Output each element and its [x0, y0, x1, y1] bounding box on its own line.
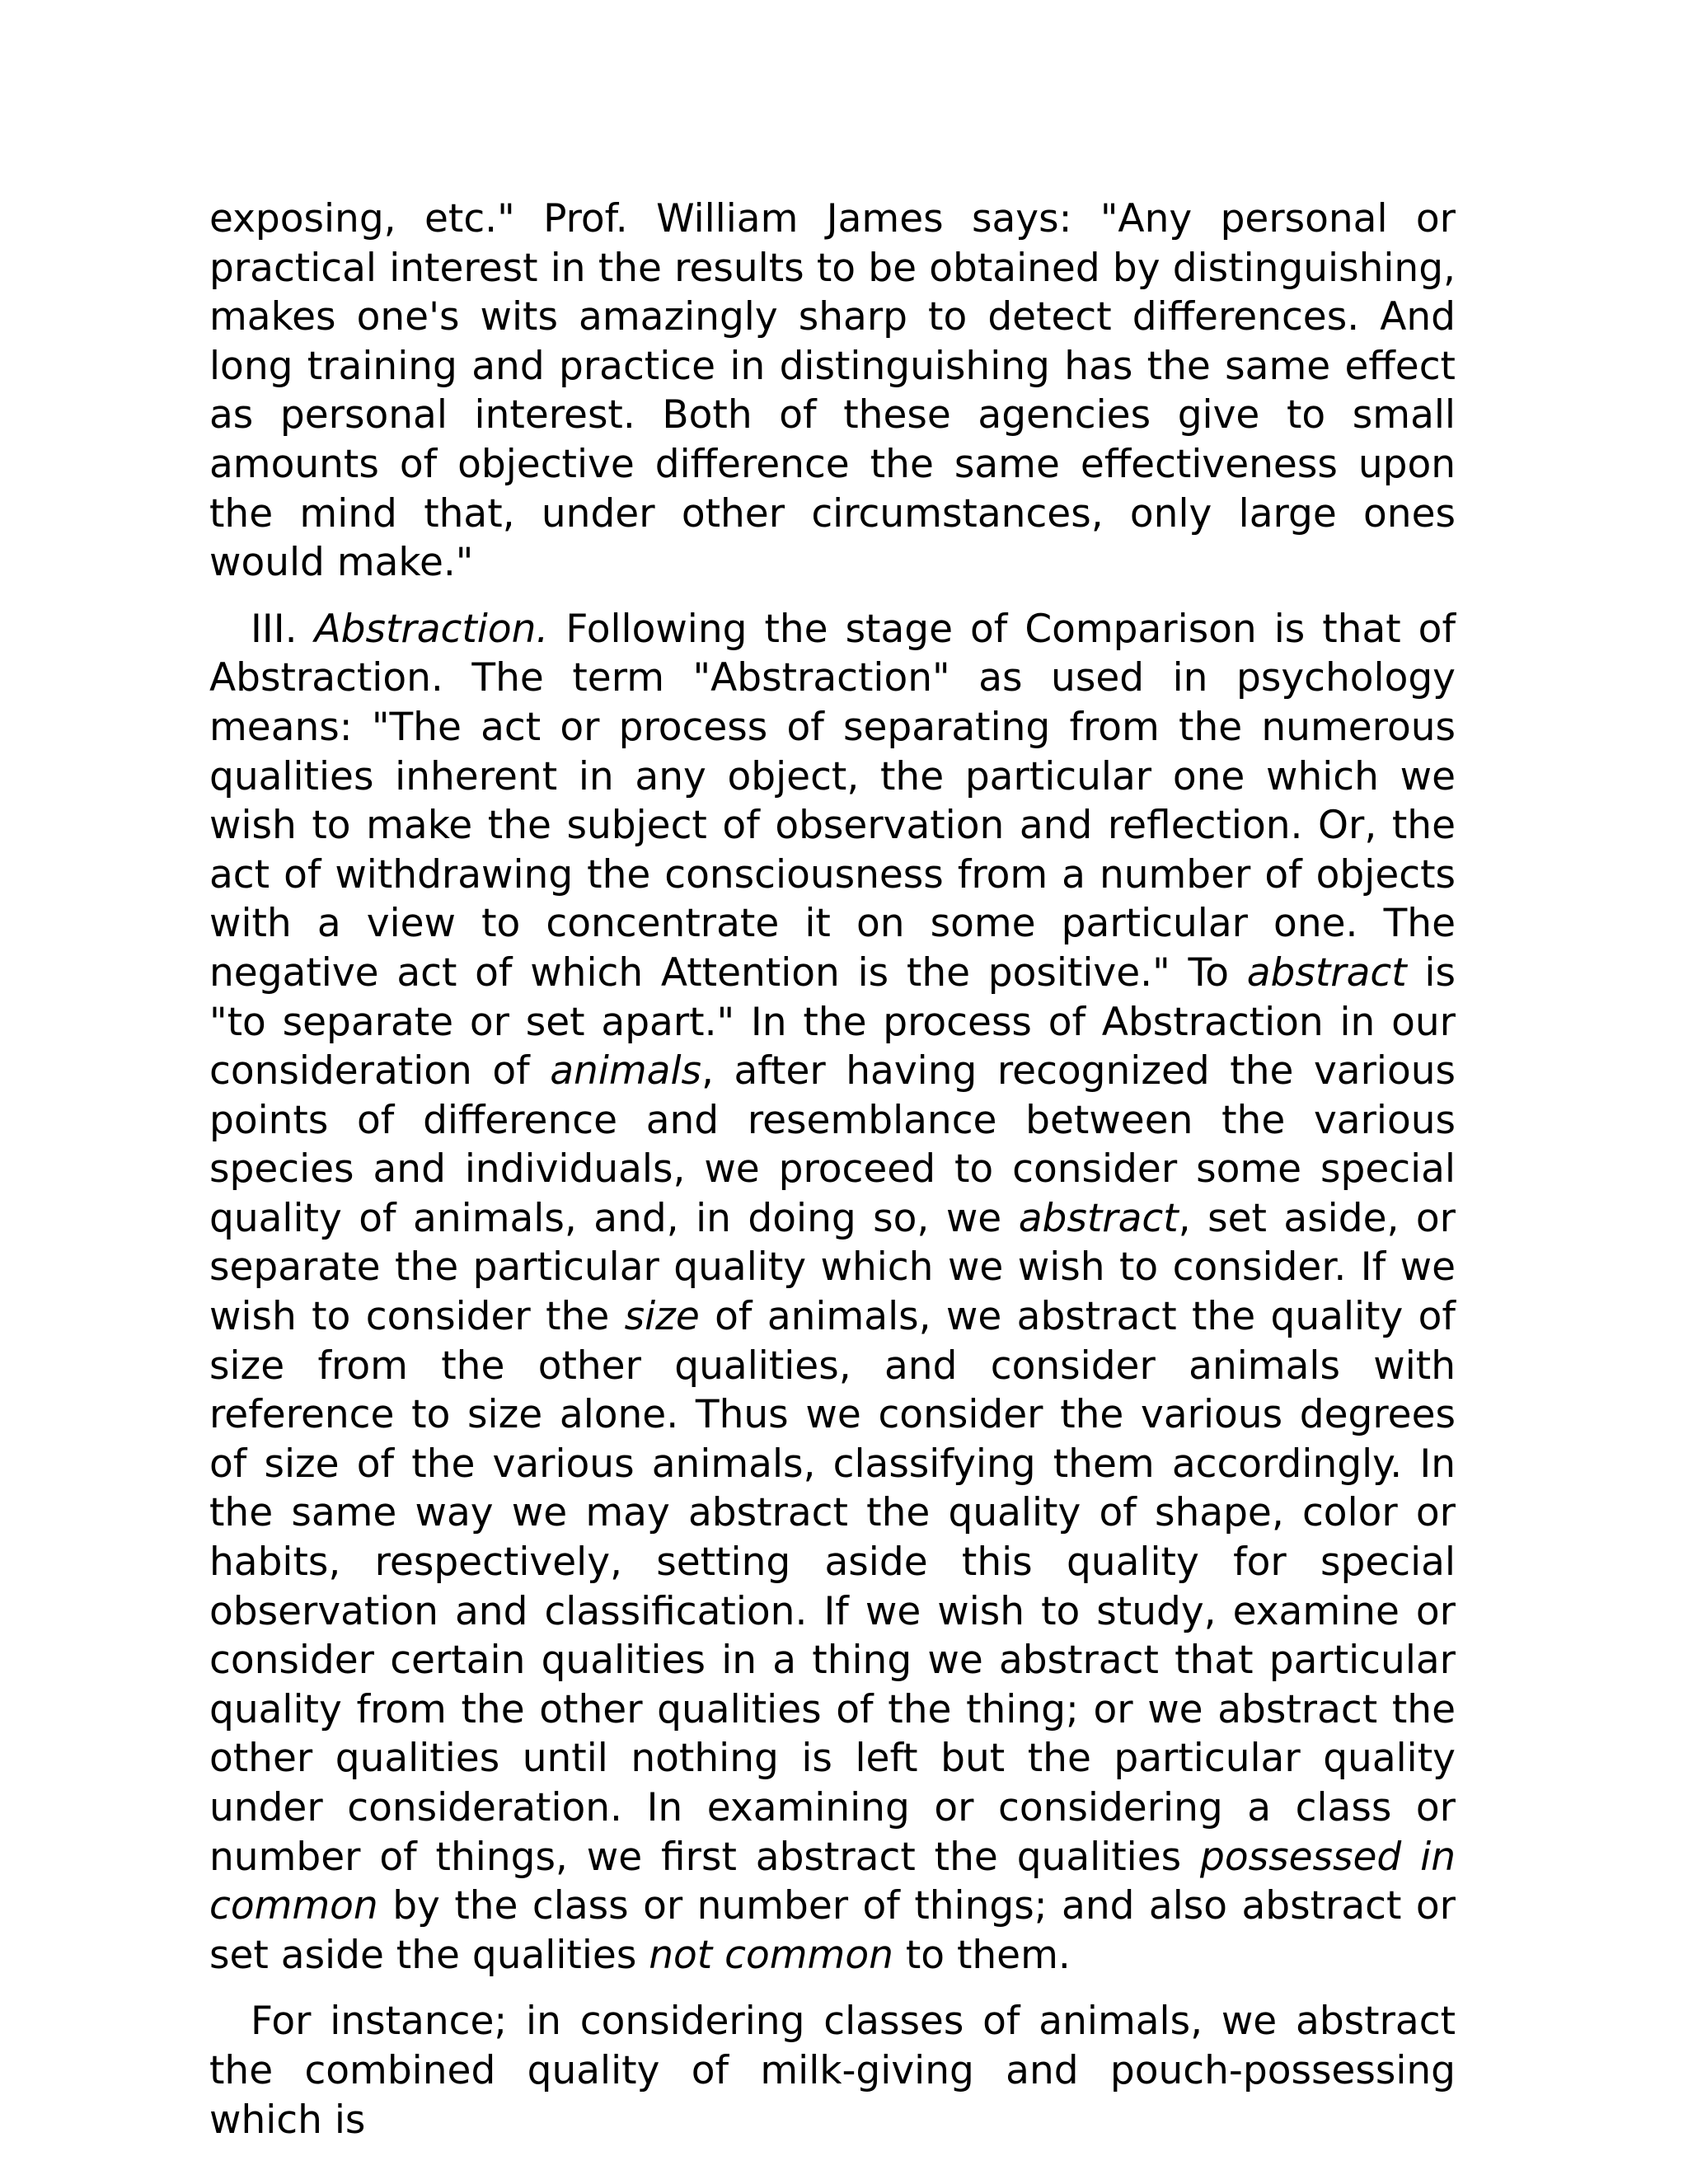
- text-run: by the class or number of things; and also abstract or set aside the qualities: [209, 1883, 1456, 1978]
- book-page: [209, 194, 1456, 2144]
- text-run: exposing, etc." Prof. William James says: "Any personal or practical interest in the results to be obtained by distinguishing, makes one's wits amazingly sharp to detect differences. And long training and practice in distinguishing has the same effect as personal interest. Both of these agencies give to small amounts of objective difference the same effectiveness upon the mind that, under other circumstances, only large ones would make.": [209, 196, 1456, 586]
- text-run: Following the stage of Comparison is that of Abstraction. The term "Abstraction" as used in psychology means: "The act or process of separating from the numerous qualities inherent in any object, the particular one which we wish to make the subject of observation and reflection. Or, the act of withdrawing the consciousness from a number of objects with a view to concentrate it on some particular one. The negative act of which Attention is the positive." To: [209, 606, 1456, 996]
- text-run: , after having recognized the various points of difference and resemblance between the various species and individuals, we proceed to consider some special quality of animals, and, in doing so, we: [209, 1048, 1456, 1241]
- italic-text: not common: [649, 1932, 893, 1978]
- paragraph-1: [209, 194, 1456, 588]
- paragraph-2: [209, 605, 1456, 1980]
- text-run: For instance; in considering classes of animals, we abstract the combined quality of milk-giving and pouch-possessing which is: [209, 1999, 1456, 2143]
- text-run: , set aside, or separate the particular quality which we wish to consider. If we wish to consider the: [209, 1195, 1456, 1340]
- text-run: of animals, we abstract the quality of size from the other qualities, and consider animals with reference to size alone. Thus we consider the various degrees of size of the various animals, classifying them accordingly. In the same way we may abstract the quality of shape, color or habits, respectively, setting aside this quality for special observation and classification. If we wish to study, examine or consider certain qualities in a thing we abstract that particular quality from the other qualities of the thing; or we abstract the other qualities until nothing is left but the particular quality under consideration. In examining or considering a class or number of things, we first abstract the qualities: [209, 1294, 1456, 1880]
- text-run: III.: [251, 606, 315, 652]
- paragraph-3: [209, 1997, 1456, 2144]
- italic-text: abstract: [1018, 1195, 1179, 1241]
- text-run: to them.: [893, 1932, 1071, 1978]
- italic-text: animals: [550, 1048, 702, 1094]
- italic-text: abstract: [1246, 949, 1407, 996]
- italic-text: size: [624, 1294, 700, 1340]
- text-run: is "to separate or set apart." In the process of Abstraction in our consideration of: [209, 949, 1456, 1094]
- italic-text: Abstraction.: [314, 606, 549, 652]
- italic-text: possessed in common: [209, 1834, 1456, 1929]
